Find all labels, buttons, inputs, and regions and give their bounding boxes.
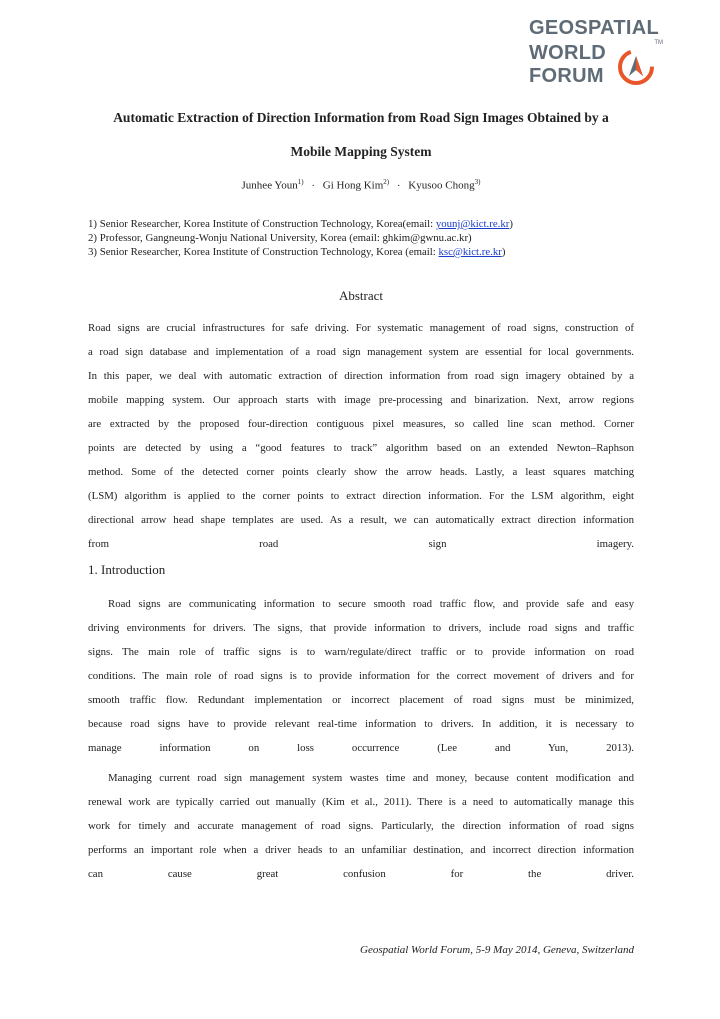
intro-line: manage information on loss occurrence (Lee and Yun, 2013).: [88, 742, 634, 754]
authors-line: [88, 178, 634, 192]
intro-line: because road signs have to provide relevant real-time information to drivers. In addition, it is necessary to: [88, 718, 634, 730]
intro-line: conditions. The main role of road signs is to provide information for the correct movement of drivers and for: [88, 670, 634, 682]
affiliation-3: [88, 245, 648, 260]
affiliation-3-text: 3) Senior Researcher, Korea Institute of Construction Technology, Korea (email:: [88, 246, 439, 258]
abstract-line: are extracted by the proposed four-direction contiguous pixel measures, so called line scan method. Corner: [88, 418, 634, 430]
abstract-line: method. Some of the detected corner points clearly show the arrow heads. Lastly, a least squares matching: [88, 466, 634, 478]
abstract-body: [88, 316, 634, 556]
intro-line: can cause great confusion for the driver.: [88, 868, 634, 880]
affiliation-1-text: 1) Senior Researcher, Korea Institute of Construction Technology, Korea(email:: [88, 218, 436, 230]
email-link-ksc[interactable]: ksc@kict.re.kr: [438, 246, 502, 258]
page-footer: Geospatial World Forum, 5-9 May 2014, Geneva, Switzerland: [360, 944, 634, 956]
affiliation-1-close: ): [509, 218, 513, 230]
author-1: Junhee Youn: [241, 179, 298, 192]
geospatial-world-forum-logo: [529, 18, 665, 90]
logo-text-line3: FORUM: [529, 65, 604, 87]
intro-line: signs. The main role of traffic signs is to warn/regulate/direct traffic or to provide information on road: [88, 646, 634, 658]
abstract-line: (LSM) algorithm is applied to the corner points to extract direction information. For the LSM algorithm, eight: [88, 490, 634, 502]
author-3: Kyusoo Chong: [408, 179, 475, 192]
paper-title-line1: Automatic Extraction of Direction Information from Road Sign Images Obtained by a: [113, 110, 609, 125]
logo-trademark: TM: [654, 40, 663, 46]
abstract-line: directional arrow head shape templates are used. As a result, we can automatically extract direction information: [88, 514, 634, 526]
abstract-line: a road sign database and implementation of a road sign management system are essential for local governments.: [88, 346, 634, 358]
author-3-mark: 3): [474, 178, 481, 186]
intro-line: driving environments for drivers. The signs, that provide information to drivers, include road signs and traffic: [88, 622, 634, 634]
abstract-line: Road signs are crucial infrastructures for safe driving. For systematic management of road signs, construction of: [88, 322, 634, 334]
abstract-line: points are detected by using a “good features to track” algorithm based on an extended Newton–Raphson: [88, 442, 634, 454]
abstract-line: mobile mapping system. Our approach starts with image pre-processing and binarization. Next, arrow regions: [88, 394, 634, 406]
author-1-mark: 1): [297, 178, 304, 186]
intro-line: Road signs are communicating information to secure smooth road traffic flow, and provide safe and easy: [108, 598, 634, 610]
compass-globe-icon: [615, 46, 657, 88]
author-2-mark: 2): [383, 178, 390, 186]
intro-line: work for timely and accurate management of road signs. Particularly, the direction information of road signs: [88, 820, 634, 832]
intro-line: smooth traffic flow. Redundant implementation or incorrect placement of road signs must be minimized,: [88, 694, 634, 706]
intro-line: renewal work are typically carried out manually (Kim et al., 2011). There is a need to automatically manage this: [88, 796, 634, 808]
author-2: Gi Hong Kim: [322, 179, 384, 192]
logo-text-line2: WORLD: [529, 42, 607, 64]
abstract-line: In this paper, we deal with automatic extraction of direction information from road sign imagery obtained by a: [88, 370, 634, 382]
abstract-heading: Abstract: [338, 288, 384, 303]
intro-paragraph-1: [88, 592, 634, 760]
abstract-line: from road sign imagery.: [88, 538, 634, 550]
author-separator: ·: [311, 179, 316, 192]
affiliation-1: [88, 217, 648, 232]
logo-text-line1: GEOSPATIAL: [529, 17, 660, 39]
intro-line: performs an important role when a driver heads to an unfamiliar destination, and incorrect direction information: [88, 844, 634, 856]
intro-paragraph-2: [88, 766, 634, 886]
intro-line: Managing current road sign management system wastes time and money, because content modification and: [108, 772, 634, 784]
affiliation-3-close: ): [501, 246, 506, 258]
author-separator: ·: [396, 179, 401, 192]
section-heading-introduction: 1. Introduction: [88, 562, 166, 577]
affiliation-2: [88, 231, 648, 246]
affiliation-2-text: 2) Professor, Gangneung-Wonju National University, Korea (email: ghkim@gwnu.ac.kr): [88, 232, 472, 244]
email-link-younj[interactable]: younj@kict.re.kr: [435, 218, 510, 230]
paper-title-line2: Mobile Mapping System: [290, 144, 432, 159]
